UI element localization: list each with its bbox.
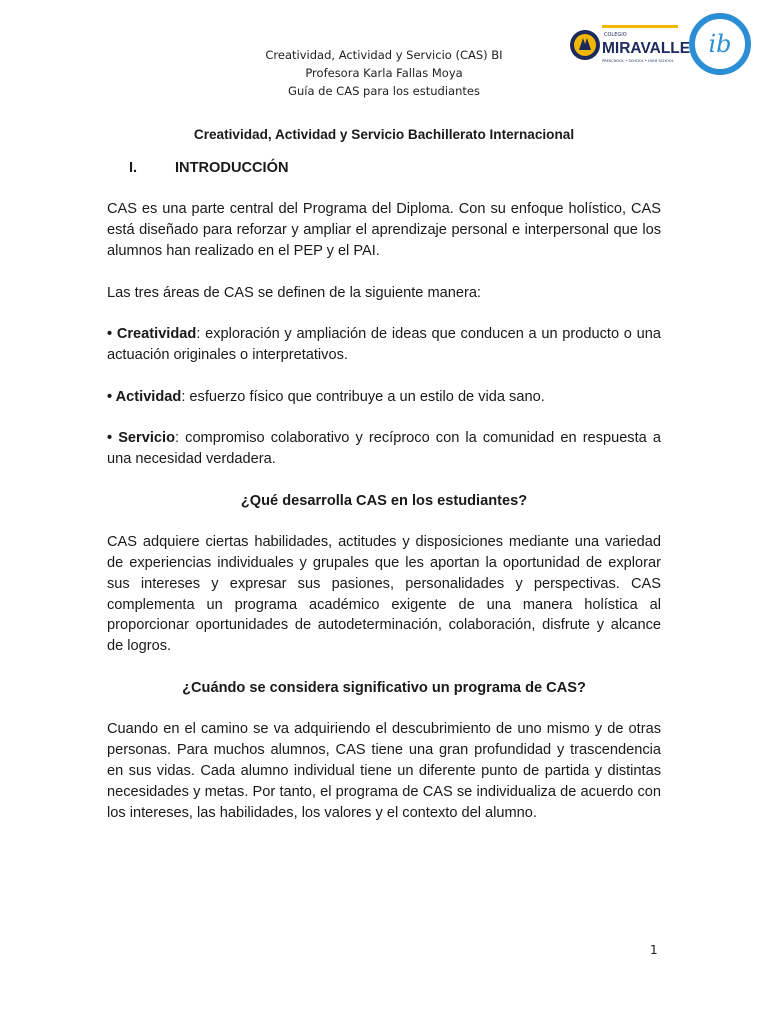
page-number: 1 [650, 943, 658, 957]
question-heading-1: ¿Qué desarrolla CAS en los estudiantes? [240, 492, 528, 509]
area-item-creatividad [107, 324, 661, 366]
area-term: Servicio [118, 430, 175, 447]
intro-paragraph: CAS es una parte central del Programa del Diploma. Con su enfoque holístico, CAS está diseñado para reforzar y ampliar el aprendizaje personal e interpersonal que los alumnos han realizado en el PEP y el PAI. [107, 201, 661, 259]
logo-group [570, 14, 750, 76]
page-header [200, 46, 568, 100]
area-term: Creatividad [116, 326, 197, 343]
bullet: • [107, 326, 113, 343]
areas-intro-paragraph: Las tres áreas de CAS se definen de la siguiente manera: [107, 284, 481, 301]
document-body [107, 125, 661, 823]
miravalle-name: MIRAVALLE [602, 40, 691, 57]
area-definition: : compromiso colaborativo y recíproco con la comunidad en respuesta a una necesidad verdadera. [107, 430, 661, 467]
document-title: Creatividad, Actividad y Servicio Bachillerato Internacional [193, 127, 575, 142]
ib-mark: ib [708, 30, 732, 58]
miravalle-logo [570, 20, 691, 70]
ib-world-school-logo [690, 14, 750, 74]
header-guide-line: Guía de CAS para los estudiantes [288, 84, 480, 98]
section-title: INTRODUCCIÓN [175, 159, 289, 176]
area-term: Actividad [115, 388, 182, 405]
bullet: • [107, 388, 113, 405]
bullet: • [107, 430, 113, 447]
miravalle-tagline: PRESCHOOL • SCHOOL • HIGH SCHOOL [602, 59, 674, 63]
area-definition: : esfuerzo físico que contribuye a un estilo de vida sano. [181, 388, 545, 405]
question-answer-2: Cuando en el camino se va adquiriendo el descubrimiento de uno mismo y de otras personas. Para muchos alumnos, CAS tiene una gran profundidad y trascendencia en sus vidas. Cada alumno individual tiene un diferente punto de partida y distintas necesidades y metas. Por tanto, el programa de CAS se individualiza de acuerdo con los intereses, las habilidades, los valores y el contexto del alumno. [107, 721, 661, 821]
question-answer-1: CAS adquiere ciertas habilidades, actitudes y disposiciones mediante una variedad de experiencias individuales y grupales que les aportan la oportunidad de explorar sus intereses y expresar sus pasiones, personalidades y perspectivas. CAS complementa un programa académico exigente de una manera holística al proporcionar oportunidades de autodeterminación, colaboración, disfrute y alcance de logros. [107, 534, 661, 655]
area-definition: : exploración y ampliación de ideas que conducen a un producto o una actuación originales o interpretativos. [107, 326, 661, 363]
header-teacher-line: Profesora Karla Fallas Moya [305, 66, 463, 80]
section-number: I. [129, 159, 138, 176]
area-item-actividad [107, 387, 661, 408]
area-item-servicio [107, 428, 661, 470]
miravalle-colegio: COLEGIO [604, 32, 627, 38]
section-heading [107, 158, 661, 179]
header-course-line: Creatividad, Actividad y Servicio (CAS) BI [265, 48, 503, 62]
question-heading-2: ¿Cuándo se considera significativo un programa de CAS? [182, 679, 586, 696]
